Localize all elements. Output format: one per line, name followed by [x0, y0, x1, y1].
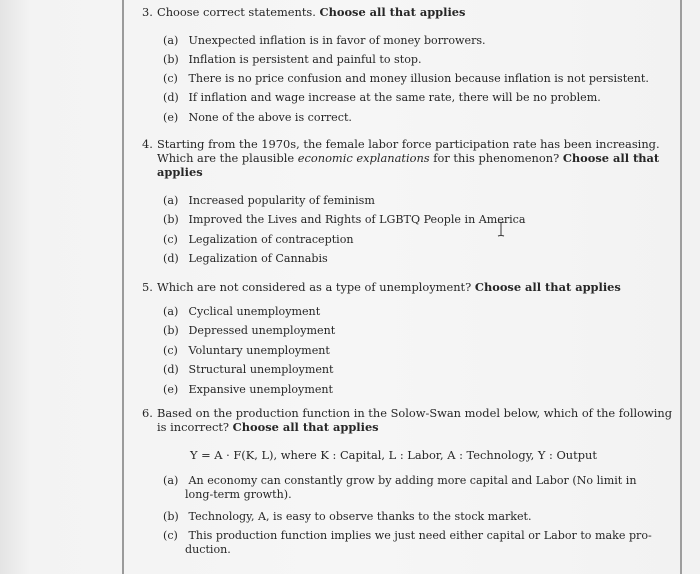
option-q6-c-continued: duction.: [185, 543, 231, 556]
option-q6-b[interactable]: (b) Technology, A, is easy to observe thanks to the stock market.: [163, 510, 532, 523]
option-q3-b[interactable]: (b) Inflation is persistent and painful to stop.: [163, 53, 422, 66]
text-cursor-icon: [497, 221, 505, 237]
option-q3-c[interactable]: (c) There is no price confusion and money illusion because inflation is not persistent.: [163, 72, 649, 85]
question-instruction: Choose all that applies: [474, 280, 621, 294]
production-function-formula: Y = A · F(K, L), where K : Capital, L : Labor, A : Technology, Y : Output: [190, 448, 597, 462]
option-q5-b[interactable]: (b) Depressed unemployment: [163, 324, 336, 337]
page-right-border: [680, 0, 682, 574]
option-q3-a[interactable]: (a) Unexpected inflation is in favor of money borrowers.: [163, 34, 486, 47]
question-number: 3.: [142, 5, 153, 19]
question-instruction: Choose all that applies: [319, 5, 466, 19]
question-4-line-1: Starting from the 1970s, the female labor force participation rate has been increasing.: [157, 137, 660, 151]
option-q4-d[interactable]: (d) Legalization of Cannabis: [163, 252, 328, 265]
option-q5-e[interactable]: (e) Expansive unemployment: [163, 383, 334, 396]
page-left-border: [122, 0, 124, 574]
question-number: 5.: [142, 280, 153, 294]
option-q4-a[interactable]: (a) Increased popularity of feminism: [163, 194, 375, 207]
option-q6-a[interactable]: (a) An economy can constantly grow by adding more capital and Labor (No limit in: [163, 474, 637, 487]
option-q5-d[interactable]: (d) Structural unemployment: [163, 363, 334, 376]
option-q6-c[interactable]: (c) This production function implies we just need either capital or Labor to make pro-: [163, 529, 652, 542]
option-q4-b[interactable]: (b) Improved the Lives and Rights of LGBTQ People in America: [163, 213, 526, 226]
question-6-line-1: Based on the production function in the Solow-Swan model below, which of the following: [157, 406, 673, 420]
question-4-line-2: Which are the plausible economic explanations for this phenomenon? Choose all that: [157, 151, 660, 165]
question-text: Which are not considered as a type of unemployment?: [157, 280, 472, 294]
question-6-line-2: is incorrect? Choose all that applies: [157, 420, 379, 434]
option-q3-d[interactable]: (d) If inflation and wage increase at the same rate, there will be no problem.: [163, 91, 601, 104]
option-q3-e[interactable]: (e) None of the above is correct.: [163, 111, 352, 124]
question-number: 6.: [142, 406, 153, 420]
option-q6-a-continued: long-term growth).: [185, 488, 292, 501]
option-q5-c[interactable]: (c) Voluntary unemployment: [163, 344, 330, 357]
option-q5-a[interactable]: (a) Cyclical unemployment: [163, 305, 321, 318]
question-text: Choose correct statements.: [157, 5, 316, 19]
question-number: 4.: [142, 137, 153, 151]
option-q4-c[interactable]: (c) Legalization of contraception: [163, 233, 354, 246]
question-4-line-3: applies: [157, 165, 203, 179]
